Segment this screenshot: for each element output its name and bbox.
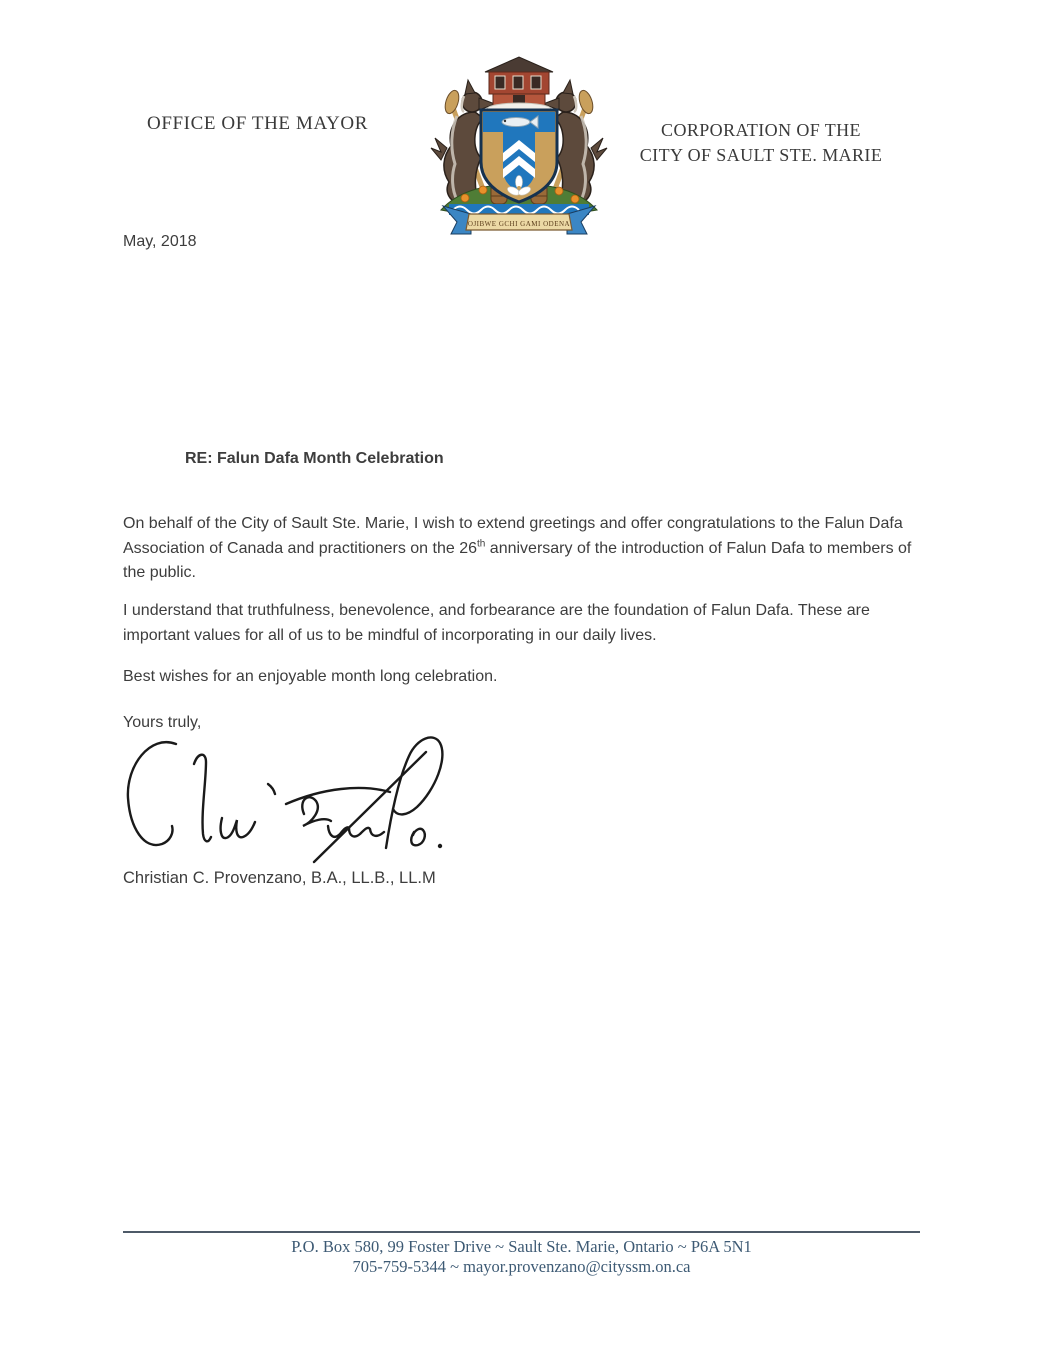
paragraph-3: Best wishes for an enjoyable month long celebration. xyxy=(123,668,498,685)
coat-of-arms-graphic xyxy=(417,52,621,228)
signer-name: Christian C. Provenzano, B.A., LL.B., LL.M xyxy=(123,869,436,887)
date-line: May, 2018 xyxy=(123,233,197,250)
footer-address-line: P.O. Box 580, 99 Foster Drive ~ Sault Ste. Marie, Ontario ~ P6A 5N1 xyxy=(291,1237,752,1256)
paragraph-1-text: On behalf of the City of Sault Ste. Marie, I wish to extend greetings and offer congratulations to the Falun Dafa Association of Canada and practitioners on the 26 xyxy=(123,515,903,557)
crest-motto-text: OJIBWE GCHI GAMI ODENA xyxy=(467,220,571,228)
corporation-line1: CORPORATION OF THE xyxy=(661,120,861,140)
closing-line: Yours truly, xyxy=(123,714,202,731)
corporation-line2: CITY OF SAULT STE. MARIE xyxy=(639,145,883,165)
city-coat-of-arms xyxy=(417,52,621,228)
corporation-title xyxy=(617,118,905,168)
ordinal-superscript: th xyxy=(477,538,486,550)
signature-graphic xyxy=(118,730,448,865)
paragraph-1 xyxy=(123,512,923,586)
signature xyxy=(118,730,448,870)
paragraph-2: I understand that truthfulness, benevolence, and forbearance are the foundation of Falun Dafa. These are important values for all of us to be mindful of incorporating in our daily lives. xyxy=(123,602,870,644)
subject-line: RE: Falun Dafa Month Celebration xyxy=(185,450,444,467)
office-of-the-mayor-label: OFFICE OF THE MAYOR xyxy=(147,113,368,134)
shield xyxy=(481,110,557,202)
paragraph-1-text-continued: anniversary of the introduction of Falun Dafa to members of the public. xyxy=(123,539,912,581)
footer xyxy=(123,1237,920,1276)
blockhouse xyxy=(485,57,553,115)
footer-divider xyxy=(123,1231,920,1233)
footer-contact-line: 705-759-5344 ~ mayor.provenzano@cityssm.on.ca xyxy=(352,1256,691,1276)
